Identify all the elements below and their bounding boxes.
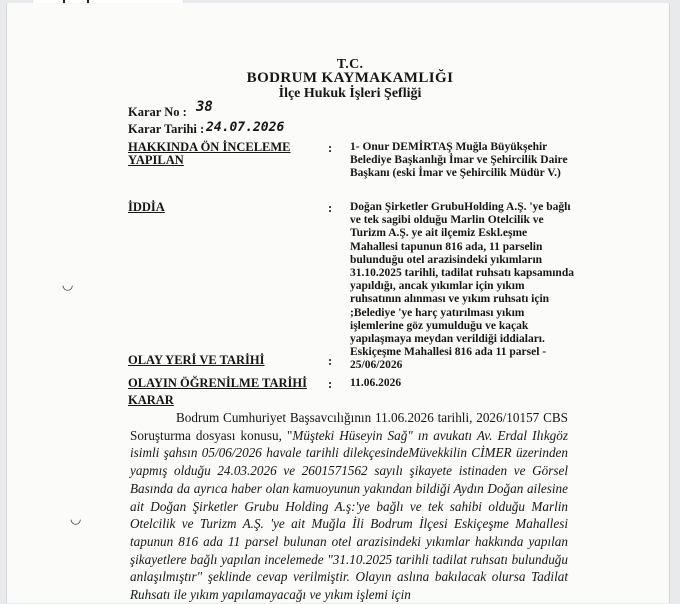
header-tc: T.C. (336, 57, 364, 72)
decision-body (130, 409, 568, 604)
karar-no-value: 38 (196, 99, 213, 115)
colon: : (328, 141, 333, 155)
iddia-label: İDDİA (128, 200, 165, 214)
colon: : (328, 377, 333, 391)
punch-hole-mark: ◡ (70, 511, 82, 526)
colon: : (328, 201, 333, 215)
iddia-value: Doğan Şirketler GrubuHolding A.Ş. 'ye bağlı ve tek sagibi olduğu Marlin Otelcilik ve Turizm A.Ş. ye ait ilçemiz Eskl.eşme Mahallesi tapunun 816 ada, 11 parselin bulunduğu otel arazisindeki yıkımların 31.10.2025 tarihli, tadilat ruhsatı kapsamında yapıldığı, ancak yıkımlar için yıkım ruhsatının alınması ve yıkım ruhsatı için ;Belediye 'ye harç yatırılması yıkım işlemlerine göz yumulduğu ve kaçak yapılaşmaya meydan verildiği iddiaları. (350, 201, 574, 346)
hakkinda-label-2: YAPILAN (128, 153, 184, 167)
hakkinda-value: 1- Onur DEMİRTAŞ Muğla Büyükşehir Belediye Başkanlığı İmar ve Şehircilik Daire Başkanı (eski İmar ve Şehircilik Müdür V.) (350, 141, 568, 180)
ogrenilme-label: OLAYIN ÖĞRENİLME TARİHİ (128, 376, 307, 390)
ogrenilme-value: 11.06.2026 (350, 377, 402, 389)
olay-yeri-value: Eskiçeşme Mahallesi 816 ada 11 parsel - 25/06/2026 (350, 346, 547, 372)
karar-tarihi-value: 24.07.2026 (206, 120, 285, 135)
olay-yeri-label: OLAY YERİ VE TARİHİ (128, 353, 265, 367)
karar-no-label: Karar No : (128, 105, 187, 119)
colon: : (328, 354, 333, 368)
body-text-a: Bodrum Cumhuriyet Başsavcılığının 11.06.2026 tarihli, 2026/10157 CBS Soruşturma dosyası konusu, " (130, 410, 568, 443)
karar-tarihi-label: Karar Tarihi : (128, 122, 205, 136)
header-seflik: İlçe Hukuk İşleri Şefliği (278, 86, 422, 101)
karar-label: KARAR (128, 393, 174, 407)
body-text-b: Müşteki Hüseyin Sağ" ın avukatı Av. Erdal Ilıkgöz isimli şahsın 05/06/2026 havale tarihli dilekçesindeMüvekkilin CİMER üzerinden yapmış olduğu 24.03.2026 ve 2601571562 sayılı şikayete istinaden ve Görsel Basında da ayrıca haber olan kamuoyunun yakından bildiği Aydın Doğan ailesine ait Doğan Şirketler Grubu Holding A.ş:'ye bağlı ve tek sahibi olduğu Marlin Otelcilik ve Turizm A.Ş. 'ye ait Muğla İli Bodrum İlçesi Eskiçeşme Mahallesi tapunun 816 ada 11 parsel bulunan otel arazisindeki yıkımlar hakkında yapılan şikayetlere bağlı yapılan incelemede "31.10.2025 tarihli tadilat ruhsatı bulunduğu anlaşılmıştır" şeklinde cevap verilmiştir. Olayın aslına bakılacak olursa Tadilat Ruhsatı ile yıkım yapılamayacağı ve yıkım işlemi için (130, 427, 568, 603)
punch-hole-mark: ◡ (62, 277, 74, 292)
header-kaymakamlik: BODRUM KAYMAKAMLIĞI (246, 70, 454, 86)
hakkinda-label: HAKKINDA ÖN İNCELEME (128, 140, 291, 154)
